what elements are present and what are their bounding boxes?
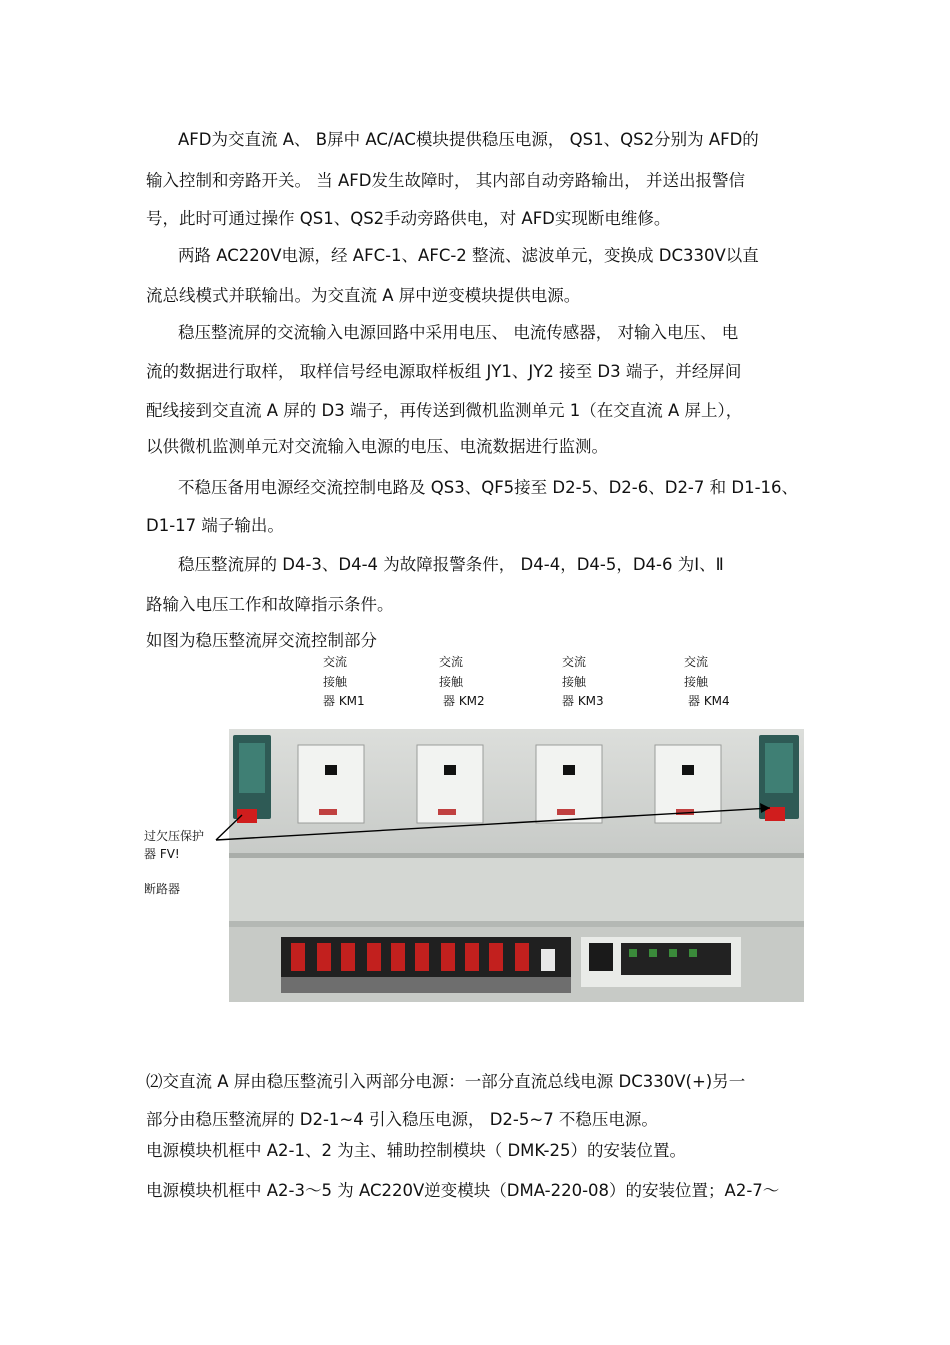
paragraph-line: 电源模块机框中 A2-3～5 为 AC220V逆变模块（DMA-220-08）的安装位置；A2-7～ bbox=[146, 1181, 780, 1200]
km1-label-line2: 接触 bbox=[323, 675, 348, 689]
paragraph-line: 输入控制和旁路开关。 当 AFD发生故障时， 其内部自动旁路输出， 并送出报警信 bbox=[146, 171, 745, 190]
paragraph-line: 配线接到交直流 A 屏的 D3 端子，再传送到微机监测单元 1（在交直流 A 屏上）， bbox=[146, 401, 743, 420]
km1-label-line3: 器 KM1 bbox=[323, 694, 365, 708]
contactor-km2 bbox=[417, 745, 483, 823]
middle-panel bbox=[229, 858, 804, 928]
paragraph-line: 路输入电压工作和故障指示条件。 bbox=[146, 595, 394, 614]
paragraph-line: 流的数据进行取样， 取样信号经电源取样板组 JY1、JY2 接至 D3 端子，并经屏间 bbox=[146, 362, 742, 381]
km4-label-line3: 器 KM4 bbox=[688, 694, 730, 708]
paragraph-line: 稳压整流屏的 D4-3、D4-4 为故障报警条件， D4-4，D4-5，D4-6 为Ⅰ、Ⅱ bbox=[178, 555, 724, 574]
paragraph-line: 不稳压备用电源经交流控制电路及 QS3、QF5接至 D2-5、D2-6、D2-7 和 D1-16、 bbox=[178, 478, 799, 497]
control-panel-photo bbox=[229, 729, 804, 1002]
paragraph-line: 号，此时可通过操作 QS1、QS2手动旁路供电，对 AFD实现断电维修。 bbox=[146, 209, 671, 228]
breaker-label: 断路器 bbox=[144, 882, 181, 896]
paragraph-line: 部分由稳压整流屏的 D2-1~4 引入稳压电源， D2-5~7 不稳压电源。 bbox=[146, 1110, 658, 1129]
contactor-km1 bbox=[298, 745, 364, 823]
paragraph-line: D1-17 端子输出。 bbox=[146, 516, 284, 535]
fv-protector-left bbox=[233, 735, 271, 823]
km3-label-line3: 器 KM3 bbox=[562, 694, 604, 708]
paragraph-line: 流总线模式并联输出。为交直流 A 屏中逆变模块提供电源。 bbox=[146, 286, 581, 305]
breaker-strip bbox=[281, 937, 571, 993]
contactor-km4 bbox=[655, 745, 721, 823]
km2-label-line2: 接触 bbox=[439, 675, 464, 689]
paragraph-line: 电源模块机框中 A2-1、2 为主、辅助控制模块（ DMK-25）的安装位置。 bbox=[146, 1141, 686, 1160]
km2-label-line1: 交流 bbox=[439, 655, 464, 669]
paragraph-line: 以供微机监测单元对交流输入电源的电压、电流数据进行监测。 bbox=[146, 437, 608, 456]
paragraph-line: 两路 AC220V电源，经 AFC-1、AFC-2 整流、滤波单元，变换成 DC330V以直 bbox=[178, 246, 759, 265]
paragraph-line: 稳压整流屏的交流输入电源回路中采用电压、 电流传感器， 对输入电压、 电 bbox=[178, 323, 739, 342]
km3-label-line1: 交流 bbox=[562, 655, 587, 669]
contactor-km3 bbox=[536, 745, 602, 823]
paragraph-line: AFD为交直流 A、 B屏中 AC/AC模块提供稳压电源， QS1、QS2分别为 AFD的 bbox=[178, 130, 759, 149]
fv-label-line1: 过欠压保护 bbox=[144, 829, 205, 843]
fv-protector-right bbox=[759, 735, 799, 821]
figure-caption: 如图为稳压整流屏交流控制部分 bbox=[146, 631, 377, 650]
terminal-block bbox=[581, 937, 741, 987]
km3-label-line2: 接触 bbox=[562, 675, 587, 689]
km2-label-line3: 器 KM2 bbox=[443, 694, 485, 708]
km4-label-line1: 交流 bbox=[684, 655, 709, 669]
km4-label-line2: 接触 bbox=[684, 675, 709, 689]
km1-label-line1: 交流 bbox=[323, 655, 348, 669]
paragraph-line: ⑵交直流 A 屏由稳压整流引入两部分电源：一部分直流总线电源 DC330V(+)另一 bbox=[146, 1072, 746, 1091]
fv-label-line2: 器 FV! bbox=[144, 847, 180, 861]
